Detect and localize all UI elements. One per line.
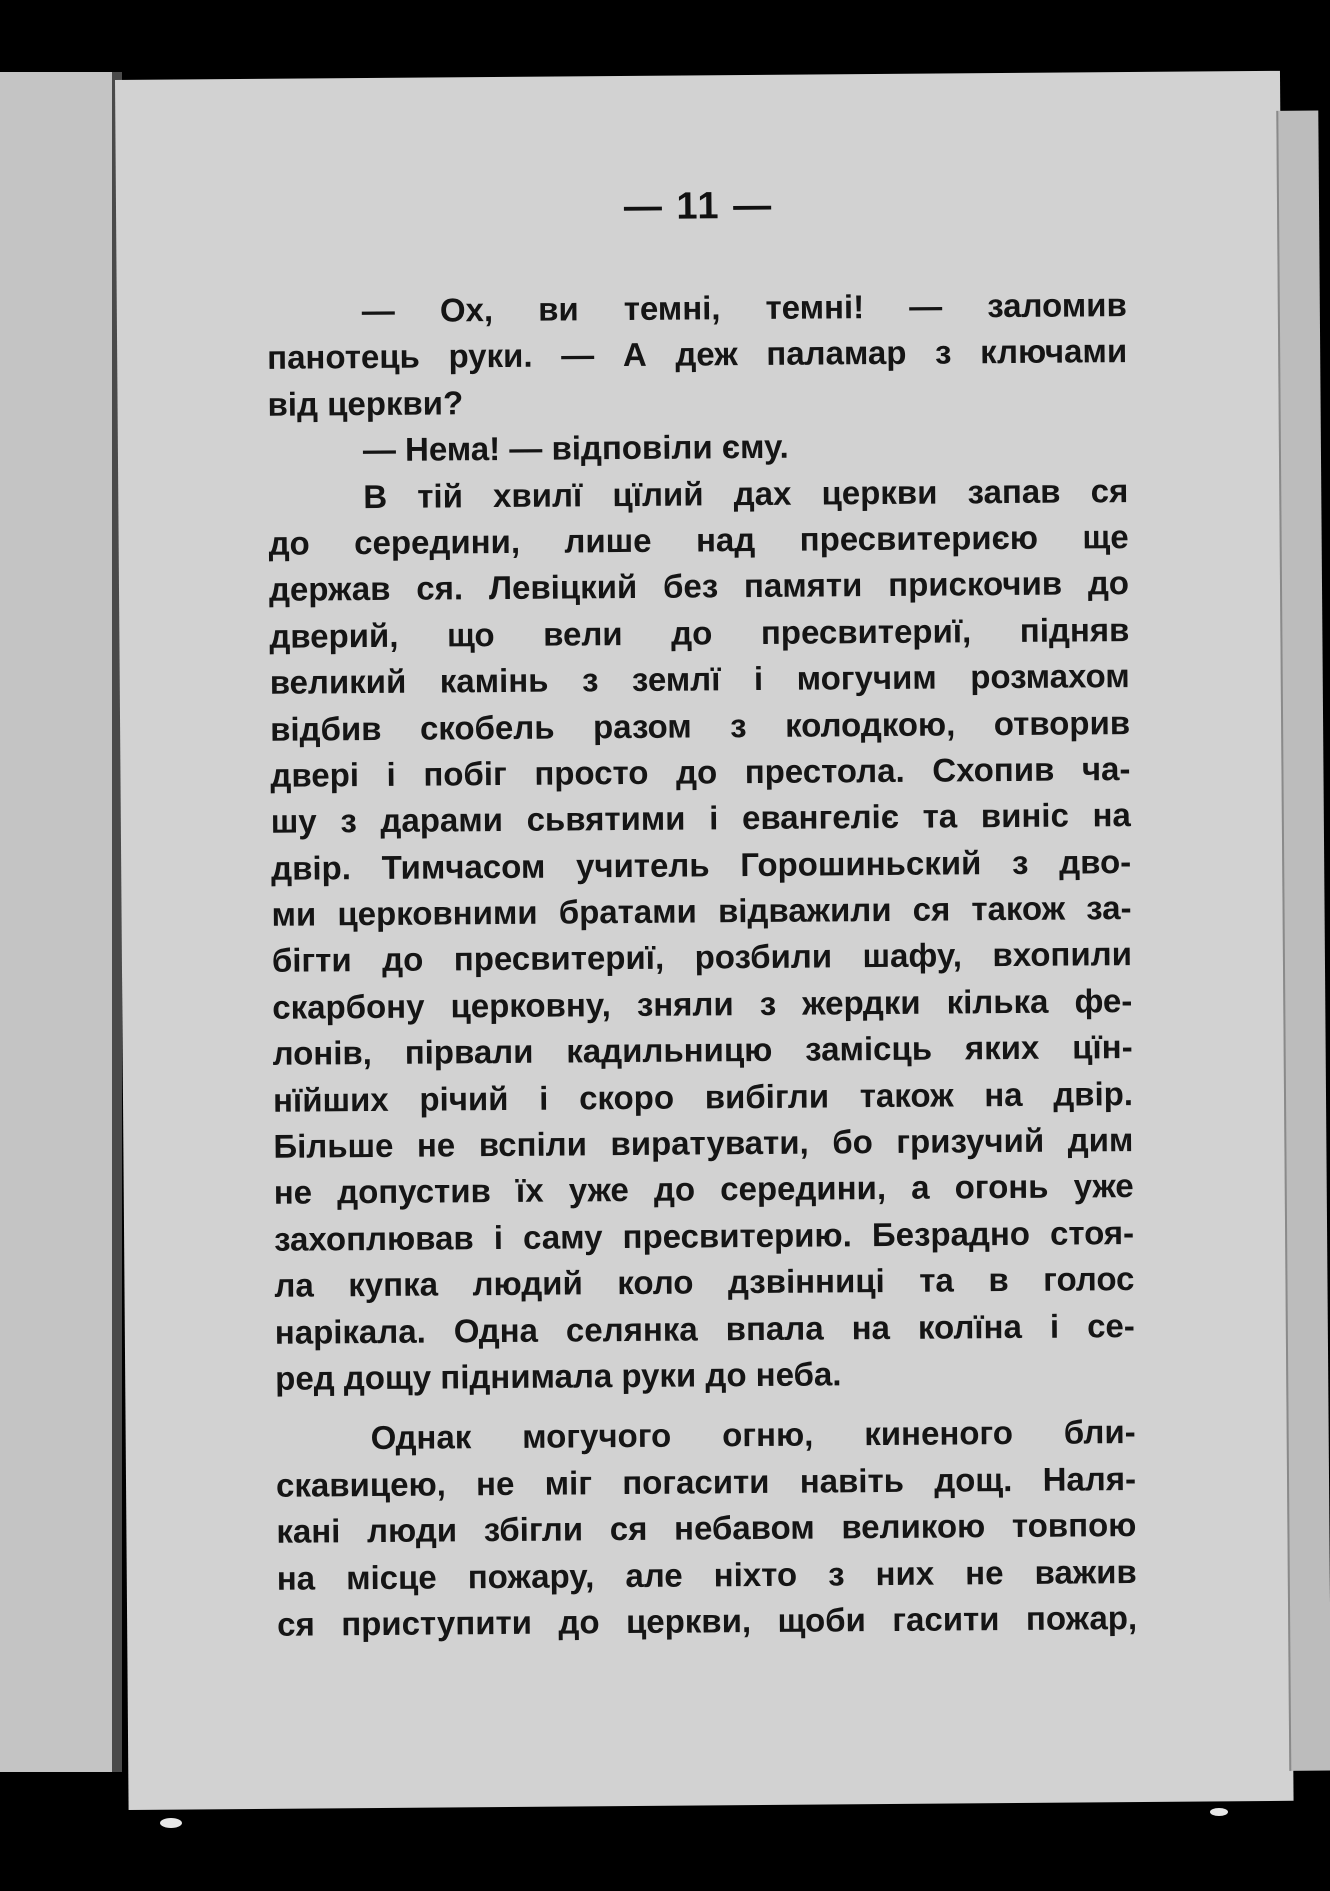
paragraph-3 <box>268 468 1135 1403</box>
text-line: скарбону церковну, зняли з жердки кілька фе- <box>272 981 1133 1026</box>
text-line: великий камінь з землї і могучим розмахом <box>269 657 1130 701</box>
text-line: двір. Тимчасом учитель Горошиньский з дво- <box>271 842 1132 887</box>
text-line: захоплював і саму пресвитерию. Безрадно стоя- <box>273 1213 1135 1258</box>
text-line: від церкви? <box>267 384 464 423</box>
text-line: — Нема! — відповіли єму. <box>362 427 789 469</box>
text-line: до середини, лише над пресвитериєю ще <box>268 518 1129 562</box>
body-text <box>267 282 1138 1648</box>
text-line: на місце пожару, але ніхто з них не важив <box>276 1552 1137 1597</box>
text-line: Однак могучого огню, киненого бли- <box>370 1413 1136 1457</box>
facing-page-edge <box>0 72 122 1772</box>
text-line: В тій хвилї цїлий дах церкви запав ся <box>363 471 1129 515</box>
dust-speck <box>1210 1808 1228 1816</box>
text-line: ла купка людий коло дзвінниці та в голос <box>274 1260 1135 1304</box>
book-page <box>115 71 1294 1810</box>
text-line: дверий, що вели до пресвитериї, підняв <box>269 610 1130 655</box>
text-line: ся приступити до церкви, щоби гасити пожар, <box>276 1598 1138 1643</box>
text-line: ред дощу піднимала руки до неба. <box>275 1355 842 1397</box>
paragraph-2 <box>268 421 1128 474</box>
text-line: не допустив їх уже до середини, а огонь уже <box>273 1167 1134 1212</box>
page-number: — 11 — <box>623 184 774 229</box>
text-line: двері і побіг просто до престола. Схопив ча- <box>270 749 1131 794</box>
text-line: скавицею, не міг погасити навіть дощ. Наля- <box>275 1459 1137 1504</box>
text-line: нарікала. Одна селянка впала на колїна і се- <box>274 1306 1135 1351</box>
text-line: нїйших річий і скоро вибігли також на двір. <box>272 1074 1134 1119</box>
dust-speck <box>160 1818 182 1828</box>
text-line: панотець руки. — А деж паламар з ключами <box>267 332 1128 377</box>
paragraph-4 <box>275 1409 1137 1648</box>
text-line: шу з дарами сьвятими і евангеліє та виніс на <box>270 796 1131 841</box>
page-edge-right <box>1276 111 1330 1771</box>
text-line: — Ох, ви темні, темні! — заломив <box>361 286 1127 330</box>
text-line: ми церковними братами відважили ся також за- <box>271 889 1132 933</box>
text-line: бігти до пресвитериї, розбили шафу, вхопили <box>271 935 1133 980</box>
text-line: кані люди збігли ся небавом великою товпою <box>276 1506 1137 1550</box>
text-line: Більше не вспіли виратувати, бо гризучий дим <box>273 1121 1134 1165</box>
paragraph-1 <box>267 282 1128 428</box>
text-line: держав ся. Левіцкий без памяти прискочив до <box>268 564 1130 609</box>
text-line: лонів, пірвали кадильницю замісць яких цїн- <box>272 1028 1133 1073</box>
text-line: відбив скобель разом з колодкою, отворив <box>269 703 1131 748</box>
